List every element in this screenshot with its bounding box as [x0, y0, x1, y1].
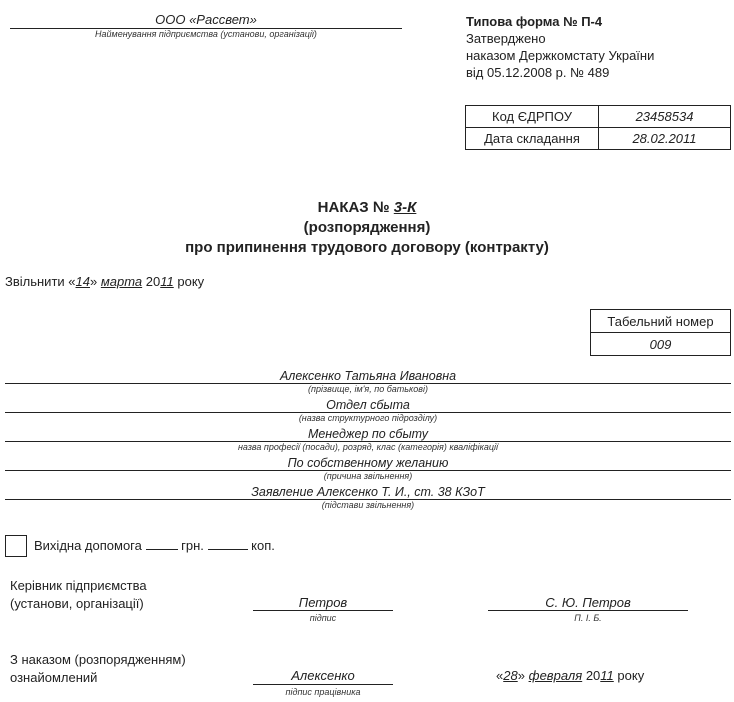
ack-signature-line — [253, 684, 393, 685]
codes-table — [465, 105, 731, 150]
dismiss-year-suffix: 11 — [160, 274, 174, 289]
ack-close-quote: » — [517, 668, 525, 683]
form-approved: Затверджено — [466, 31, 546, 46]
order-subtitle: (розпорядження) — [303, 219, 431, 236]
tab-number-label: Табельний номер — [591, 310, 731, 333]
head-signature: Петров — [298, 595, 348, 610]
head-name: С. Ю. Петров — [545, 595, 631, 610]
order-number-line — [0, 198, 734, 218]
date-label: Дата складання — [466, 128, 599, 150]
form-date-ref: від 05.12.2008 р. № 489 — [466, 65, 610, 80]
field-basis-caption: (підстави звільнення) — [321, 500, 415, 510]
field-reason: По собственному желанию — [287, 456, 449, 470]
ack-title — [10, 651, 186, 687]
severance-uah-blank[interactable] — [146, 549, 178, 550]
ack-line2: ознайомлений — [10, 670, 98, 685]
dismiss-year-prefix: 20 — [145, 274, 161, 289]
org-caption: Найменування підприємства (установи, організації) — [95, 29, 317, 39]
field-reason-caption: (причина звільнення) — [323, 471, 413, 481]
form-title: Типова форма № П-4 — [466, 14, 603, 29]
severance-uah: грн. — [181, 538, 204, 553]
field-department: Отдел сбыта — [326, 398, 410, 412]
order-number: 3-К — [393, 199, 417, 216]
edrpou-label: Код ЄДРПОУ — [466, 106, 599, 128]
dismiss-line — [5, 274, 204, 289]
order-title-prefix: НАКАЗ № — [317, 199, 390, 216]
ack-signature-caption: підпис працівника — [285, 687, 361, 697]
field-position: Менеджер по сбыту — [307, 427, 429, 441]
org-name: ООО «Рассвет» — [155, 12, 257, 27]
dismiss-prefix: Звільнити « — [5, 274, 76, 289]
form-info — [466, 13, 654, 81]
head-name-caption: П. І. Б. — [574, 613, 602, 623]
ack-date — [496, 668, 644, 683]
ack-year-prefix: 20 — [585, 668, 601, 683]
order-subject: про припинення трудового договору (контракту) — [185, 239, 549, 256]
head-line2: (установи, організації) — [10, 596, 144, 611]
head-name-line — [488, 610, 688, 611]
ack-day: 28 — [503, 668, 518, 683]
tab-number-value: 009 — [591, 333, 731, 356]
order-title — [0, 198, 734, 258]
field-full-name-caption: (прізвище, ім'я, по батькові) — [308, 384, 428, 394]
head-line1: Керівник підприємства — [10, 578, 147, 593]
ack-line1: З наказом (розпорядженням) — [10, 652, 186, 667]
dismiss-day: 14 — [75, 274, 90, 289]
head-signature-line — [253, 610, 393, 611]
severance-kop-blank[interactable] — [208, 549, 248, 550]
ack-year-suffix: 11 — [600, 668, 614, 683]
field-department-caption: (назва структурного підрозділу) — [298, 413, 438, 423]
form-order-ref: наказом Держкомстату України — [466, 48, 655, 63]
dismiss-mid: » — [89, 274, 98, 289]
severance-checkbox[interactable] — [5, 535, 27, 557]
dismiss-year-word: року — [177, 274, 205, 289]
field-basis: Заявление Алексенко Т. И., ст. 38 КЗоТ — [251, 485, 485, 499]
ack-year-word: року — [617, 668, 645, 683]
ack-month: февраля — [528, 668, 583, 683]
tab-number-table — [590, 309, 731, 356]
edrpou-value: 23458534 — [599, 106, 731, 128]
field-position-caption: назва професії (посади), розряд, клас (категорія) кваліфікації — [237, 442, 499, 452]
severance-line — [34, 538, 275, 553]
date-value: 28.02.2011 — [599, 128, 731, 150]
head-signature-caption: підпис — [309, 613, 337, 623]
field-full-name: Алексенко Татьяна Ивановна — [279, 369, 457, 383]
head-title — [10, 577, 147, 613]
dismiss-month: марта — [100, 274, 143, 289]
severance-label: Вихідна допомога — [34, 538, 142, 553]
ack-signature: Алексенко — [291, 668, 355, 683]
severance-kop: коп. — [251, 538, 275, 553]
ack-open-quote: « — [496, 668, 504, 683]
